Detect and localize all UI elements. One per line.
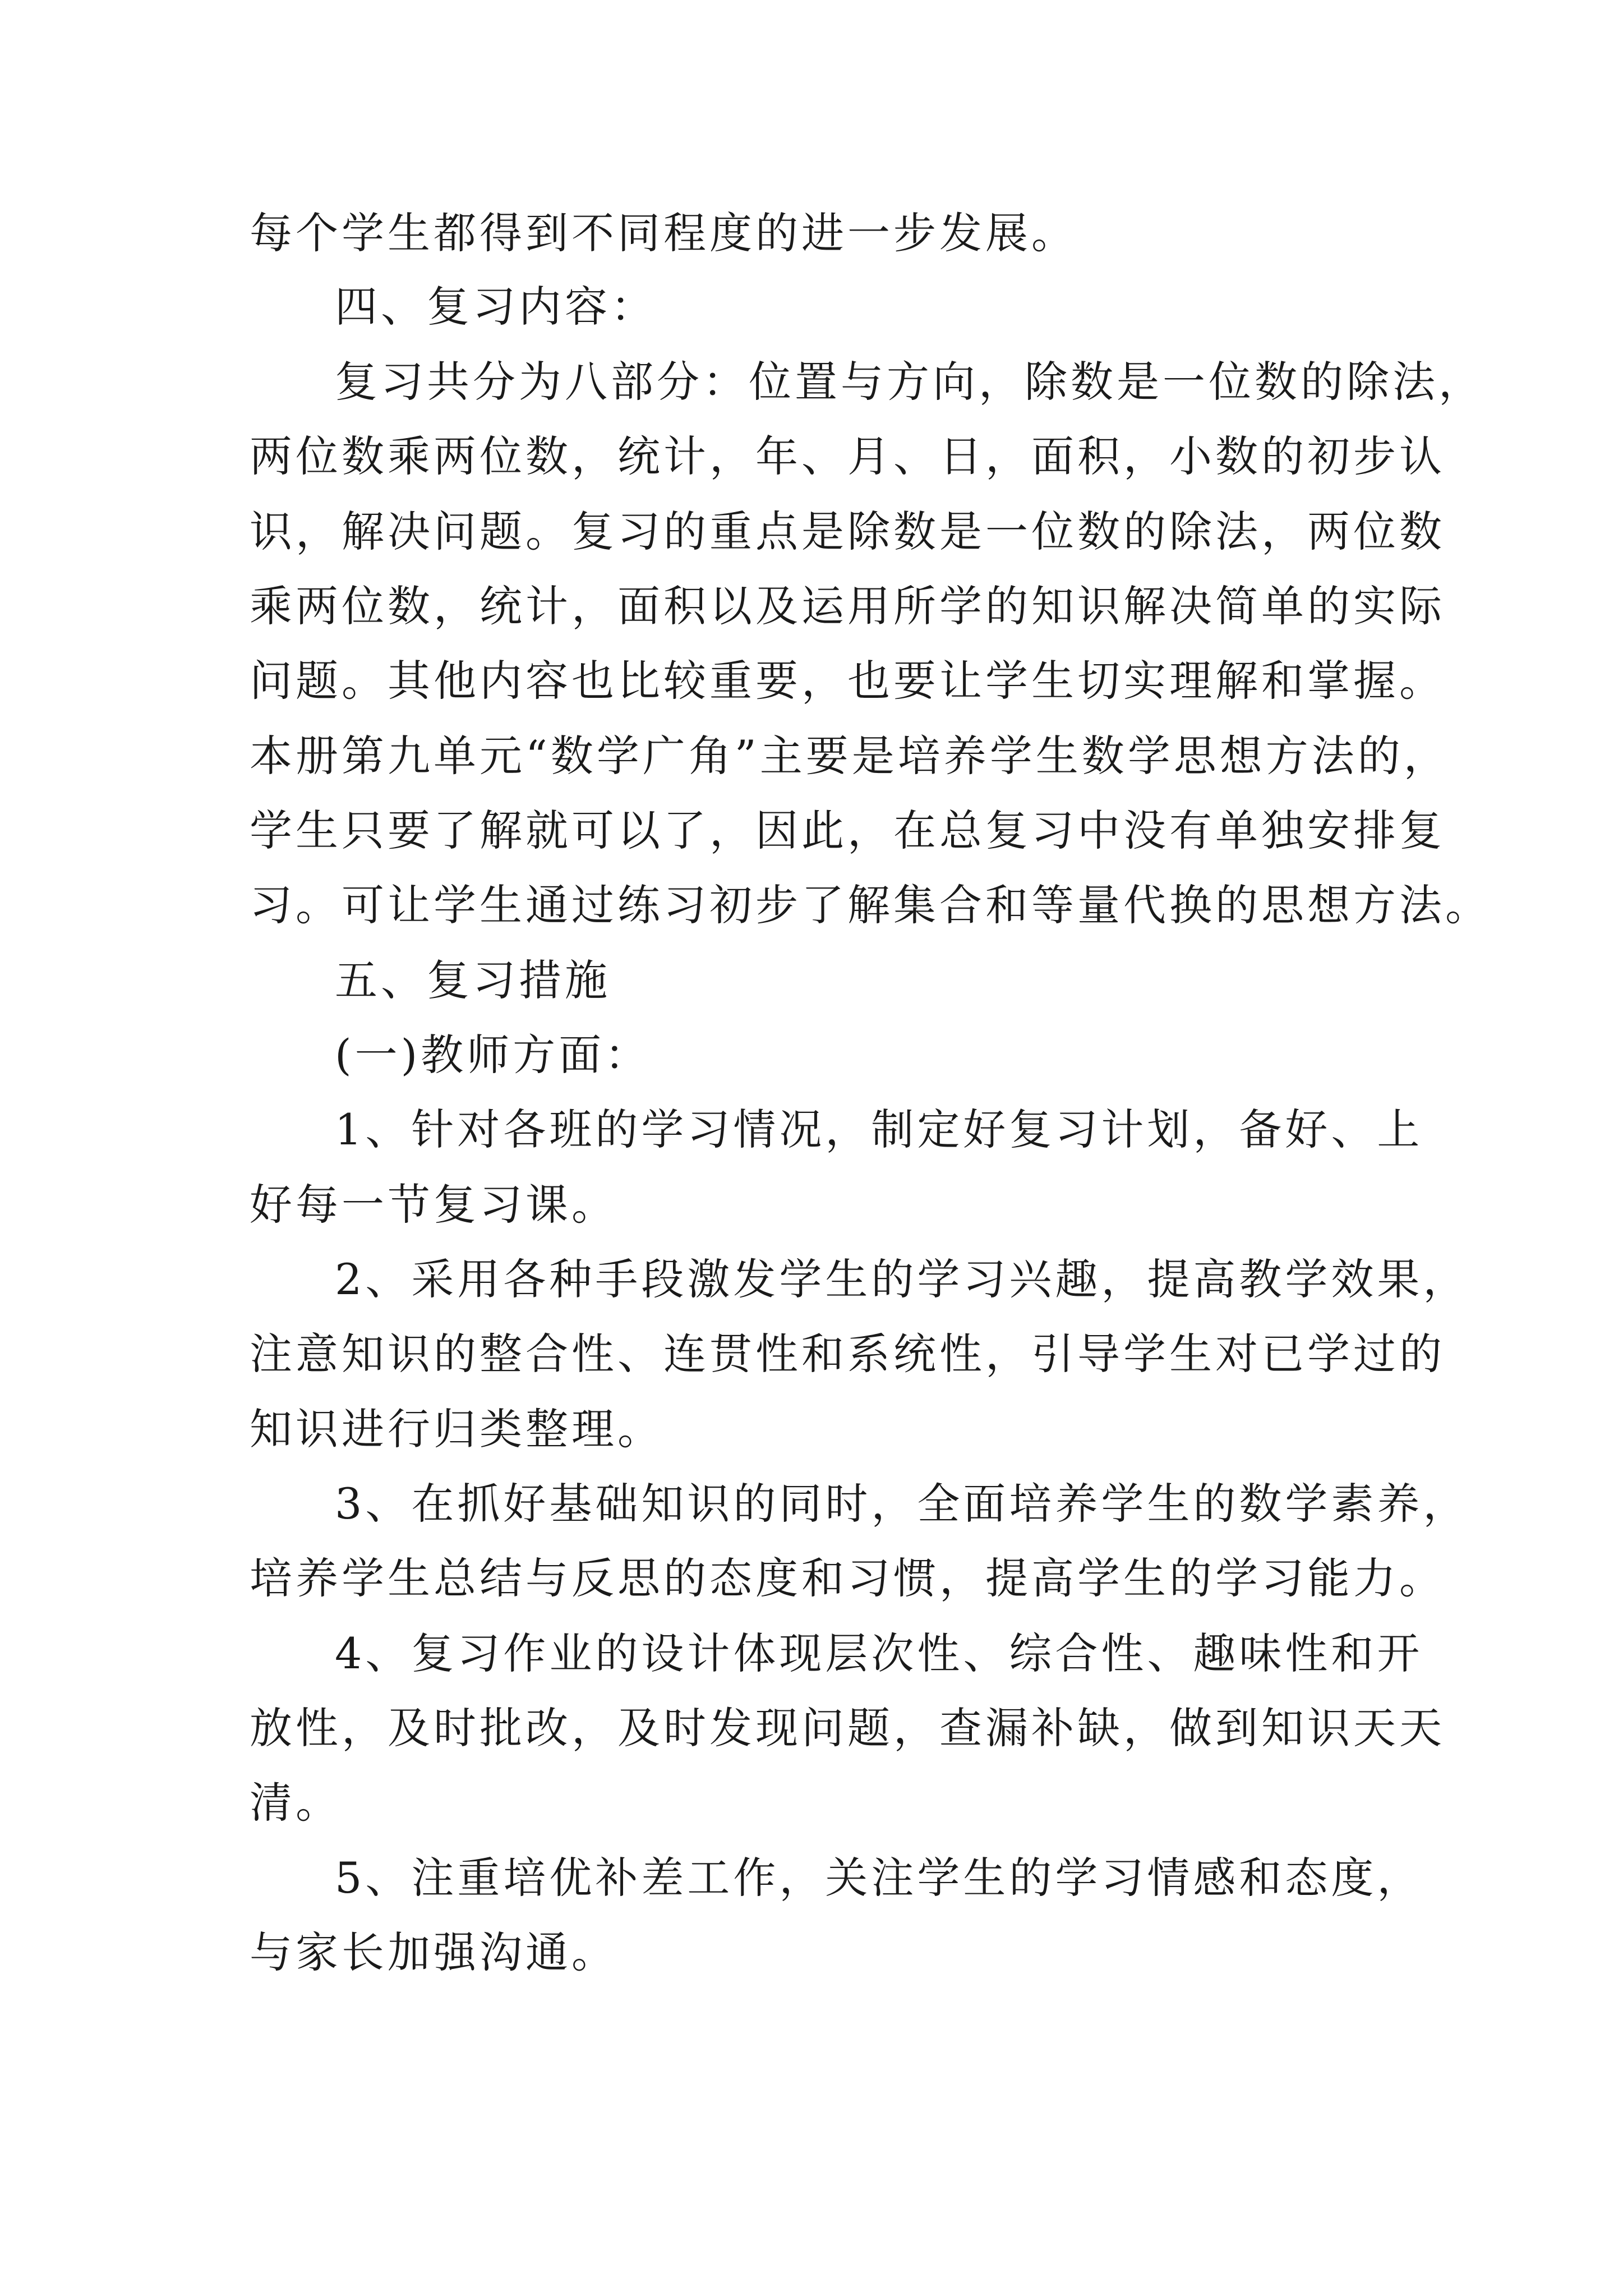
list-item-5: 5、注重培优补差工作，关注学生的学习情感和态度， <box>335 1853 1423 1903</box>
paragraph-line: 乘两位数，统计，面积以及运用所学的知识解决简单的实际 <box>250 581 1445 631</box>
paragraph-line: 放性，及时批改，及时发现问题，查漏补缺，做到知识天天 <box>250 1703 1445 1753</box>
paragraph-line: 好每一节复习课。 <box>250 1180 617 1230</box>
paragraph-line: 清。 <box>250 1778 342 1828</box>
paragraph-line: 每个学生都得到不同程度的进一步发展。 <box>250 208 1077 258</box>
list-item-1: 1、针对各班的学习情况，制定好复习计划，备好、上 <box>335 1105 1423 1154</box>
paragraph-line: 本册第九单元“数学广角”主要是培养学生数学思想方法的， <box>250 731 1450 781</box>
paragraph-line: 注意知识的整合性、连贯性和系统性，引导学生对已学过的 <box>250 1329 1445 1379</box>
paragraph-line: 问题。其他内容也比较重要，也要让学生切实理解和掌握。 <box>250 656 1445 706</box>
paragraph-line: 习。可让学生通过练习初步了解集合和等量代换的思想方法。 <box>250 880 1491 930</box>
list-item-3: 3、在抓好基础知识的同时，全面培养学生的数学素养， <box>335 1479 1469 1529</box>
paragraph-line: 复习共分为八部分：位置与方向，除数是一位数的除法， <box>335 357 1484 407</box>
paragraph-line: 识，解决问题。复习的重点是除数是一位数的除法，两位数 <box>250 507 1445 556</box>
section-heading-review-content: 四、复习内容： <box>335 282 657 332</box>
paragraph-line: 培养学生总结与反思的态度和习惯，提高学生的学习能力。 <box>250 1553 1445 1603</box>
list-item-4: 4、复习作业的设计体现层次性、综合性、趣味性和开 <box>335 1628 1423 1678</box>
section-heading-review-measures: 五、复习措施 <box>335 955 611 1005</box>
paragraph-line: 与家长加强沟通。 <box>250 1927 617 1977</box>
paragraph-line: 两位数乘两位数，统计，年、月、日，面积，小数的初步认 <box>250 431 1445 481</box>
paragraph-line: 知识进行归类整理。 <box>250 1404 663 1454</box>
paragraph-line: 学生只要了解就可以了，因此，在总复习中没有单独安排复 <box>250 806 1445 855</box>
list-item-2: 2、采用各种手段激发学生的学习兴趣，提高教学效果， <box>335 1254 1469 1304</box>
subsection-heading-teacher: (一)教师方面： <box>335 1030 651 1080</box>
